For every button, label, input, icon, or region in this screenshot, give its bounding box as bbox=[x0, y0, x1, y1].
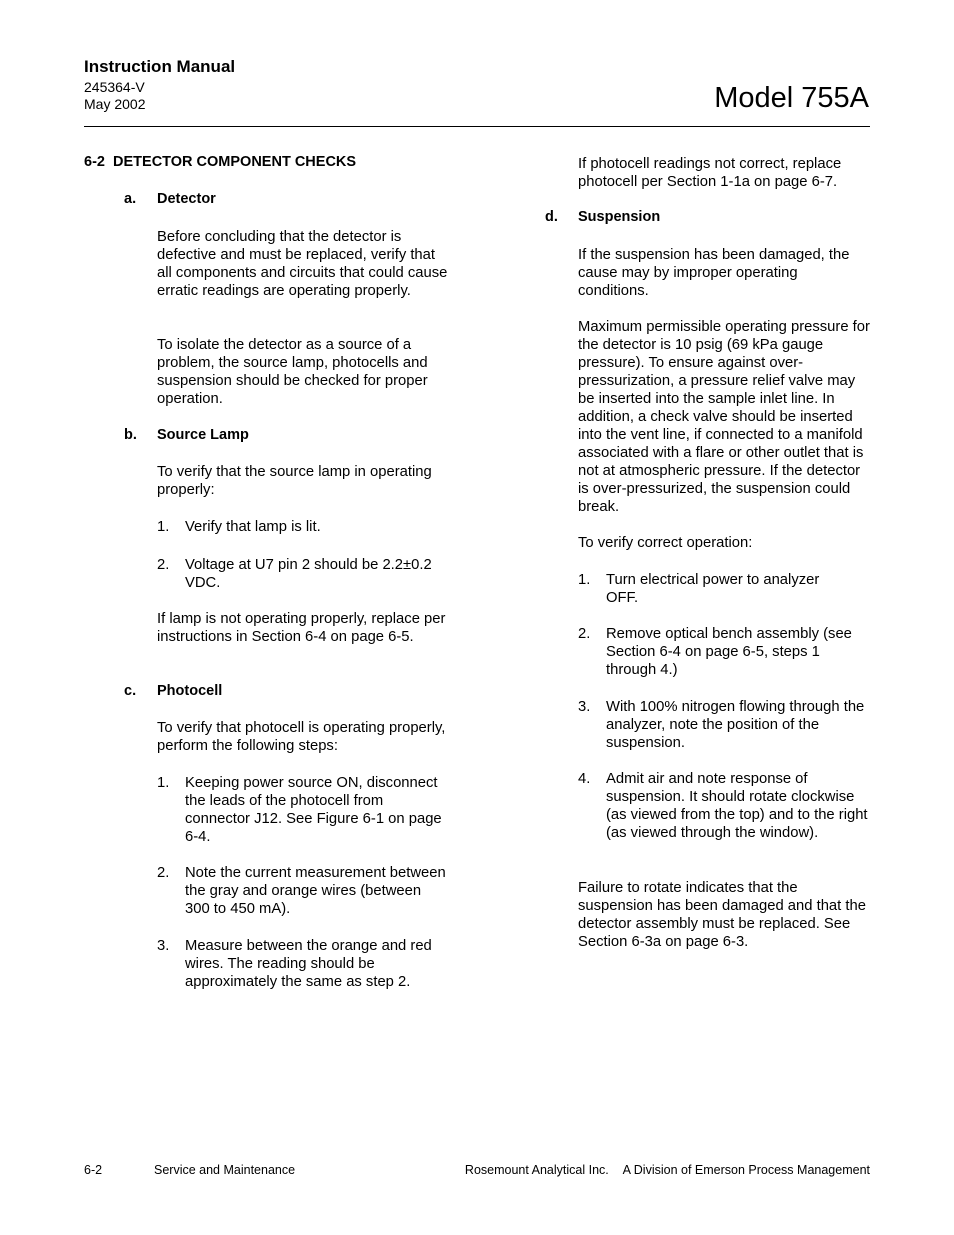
photocell-step-2-number: 2. bbox=[157, 865, 170, 881]
detector-paragraph-1: Before concluding that the detector is defective and must be replaced, verify that all components and circuits that could cause erratic readings are operating properly. bbox=[157, 229, 448, 299]
suspension-step-1: Turn electrical power to analyzer OFF. bbox=[606, 572, 820, 606]
subsection-d-title: Suspension bbox=[578, 209, 661, 225]
source-lamp-paragraph-2: If lamp is not operating properly, replace per instructions in Section 6-4 on page 6-5. bbox=[157, 611, 446, 645]
photocell-step-2: Note the current measurement between the gray and orange wires (between 300 to 450 mA). bbox=[185, 865, 446, 917]
footer-company bbox=[465, 1163, 870, 1177]
photocell-step-3: Measure between the orange and red wires. The reading should be approximately the same as step 2. bbox=[185, 938, 432, 990]
suspension-step-4-number: 4. bbox=[578, 771, 591, 787]
subsection-b-title: Source Lamp bbox=[157, 427, 249, 443]
suspension-step-1-number: 1. bbox=[578, 572, 591, 588]
subsection-a-title: Detector bbox=[157, 191, 216, 207]
photocell-step-1-number: 1. bbox=[157, 775, 170, 791]
source-lamp-intro: To verify that the source lamp in operating properly: bbox=[157, 464, 432, 498]
suspension-paragraph-1: If the suspension has been damaged, the cause may by improper operating conditions. bbox=[578, 247, 850, 299]
photocell-intro: To verify that photocell is operating properly, perform the following steps: bbox=[157, 720, 446, 754]
photocell-paragraph-2: If photocell readings not correct, replace photocell per Section 1-1a on page 6-7. bbox=[578, 156, 842, 190]
manual-title: Instruction Manual bbox=[84, 57, 236, 76]
suspension-paragraph-2: Maximum permissible operating pressure for the detector is 10 psig (69 kPa gauge pressure). To ensure against over-pressurization, a pressure relief valve may be inserted into the sample inlet line. In addition, a check valve should be inserted into the vent line, if connected to a manifold associated with a flare or other outlet that is not at atmospheric pressure. If the detector is over-pressurized, the suspension could break. bbox=[578, 319, 870, 515]
suspension-paragraph-3: To verify correct operation: bbox=[578, 535, 753, 551]
document-number: 245364-V bbox=[84, 79, 145, 95]
footer-chapter: Service and Maintenance bbox=[154, 1163, 296, 1177]
footer-page-number: 6-2 bbox=[84, 1163, 103, 1177]
subsection-a-letter: a. bbox=[124, 191, 137, 207]
header-divider bbox=[84, 126, 870, 127]
subsection-b-letter: b. bbox=[124, 427, 137, 443]
suspension-paragraph-4: Failure to rotate indicates that the suspension has been damaged and that the detector assembly must be replaced. See Section 6-3a on page 6-3. bbox=[578, 880, 866, 950]
suspension-step-4: Admit air and note response of suspension. It should rotate clockwise (as viewed from the top) and to the right (as viewed through the window). bbox=[606, 771, 868, 841]
source-lamp-step-1: Verify that lamp is lit. bbox=[185, 519, 321, 535]
detector-paragraph-2: To isolate the detector as a source of a problem, the source lamp, photocells and suspension should be checked for proper operation. bbox=[157, 337, 428, 407]
subsection-c-title: Photocell bbox=[157, 683, 223, 699]
footer-company-name: Rosemount Analytical Inc. bbox=[464, 1163, 609, 1177]
section-heading bbox=[84, 154, 356, 170]
section-title: DETECTOR COMPONENT CHECKS bbox=[113, 154, 357, 170]
model-title: Model 755A bbox=[714, 82, 869, 114]
photocell-step-1: Keeping power source ON, disconnect the leads of the photocell from connector J12. See Figure 6-1 on page 6-4. bbox=[185, 775, 442, 845]
footer-division: A Division of Emerson Process Management bbox=[622, 1163, 870, 1177]
suspension-step-2: Remove optical bench assembly (see Section 6-4 on page 6-5, steps 1 through 4.) bbox=[606, 626, 852, 678]
suspension-step-2-number: 2. bbox=[578, 626, 591, 642]
document-date: May 2002 bbox=[84, 96, 146, 112]
suspension-step-3: With 100% nitrogen flowing through the analyzer, note the position of the suspension. bbox=[606, 699, 865, 751]
source-lamp-step-2-number: 2. bbox=[157, 557, 170, 573]
source-lamp-step-2: Voltage at U7 pin 2 should be 2.2±0.2 VDC. bbox=[185, 557, 432, 591]
photocell-step-3-number: 3. bbox=[157, 938, 170, 954]
section-number: 6-2 bbox=[84, 154, 105, 170]
subsection-d-letter: d. bbox=[545, 209, 558, 225]
source-lamp-step-1-number: 1. bbox=[157, 519, 170, 535]
subsection-c-letter: c. bbox=[124, 683, 137, 699]
suspension-step-3-number: 3. bbox=[578, 699, 591, 715]
